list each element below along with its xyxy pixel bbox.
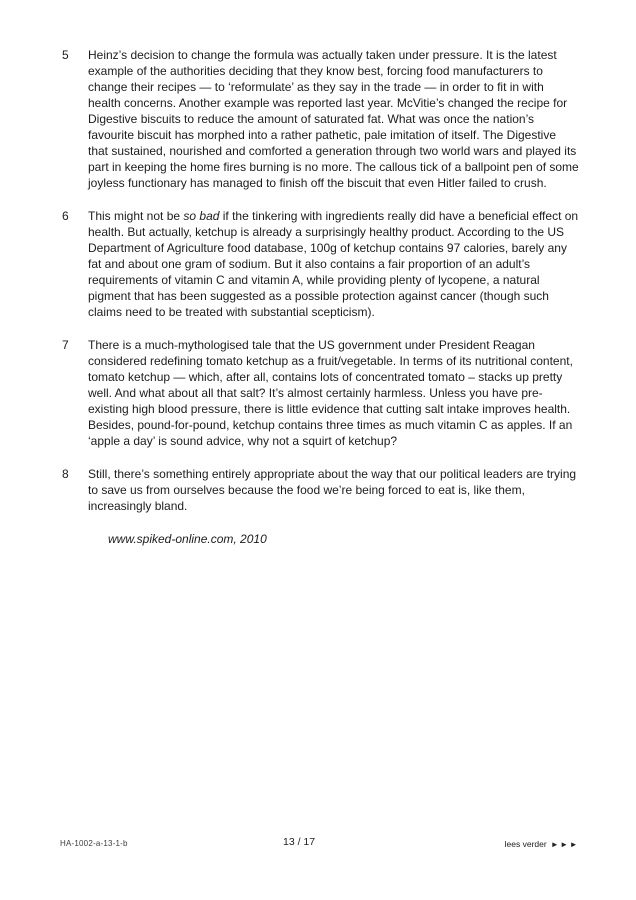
footer-doc-code: HA-1002-a-13-1-b <box>60 839 128 848</box>
paragraph-list <box>62 47 579 514</box>
paragraph-number: 5 <box>62 48 69 62</box>
footer-continue <box>505 839 579 849</box>
paragraph-number: 7 <box>62 338 69 352</box>
footer-page-indicator: 13 / 17 <box>283 836 316 848</box>
forward-arrows-icon: ►►► <box>550 840 579 849</box>
paragraph <box>62 47 579 191</box>
paragraph-number: 8 <box>62 467 69 481</box>
continue-label: lees verder <box>504 839 547 849</box>
paragraph <box>62 466 579 514</box>
paragraph <box>62 337 579 449</box>
paragraph-text: Still, there’s something entirely appropriate about the way that our political leaders are trying to save us from ourselves because the food we’re being forced to eat is, like them, increasingly bland. <box>88 467 577 513</box>
paragraph-text: This might not be so bad if the tinkering with ingredients really did have a beneficial effect on health. But actually, ketchup is already a surprisingly healthy product. According to the US Department of Agriculture food database, 100g of ketchup contains 97 calories, barely any fat and about one gram of sodium. But it also contains a fair proportion of an adult’s requirements of vitamin C and vitamin A, while providing plenty of lycopene, a natural pigment that has been suggested as a possible protection against cancer (though such claims need to be treated with substantial scepticism). <box>88 209 579 319</box>
text-body <box>62 47 579 547</box>
source-attribution: www.spiked-online.com, 2010 <box>108 532 267 546</box>
paragraph-number: 6 <box>62 209 69 223</box>
paragraph <box>62 208 579 320</box>
paragraph-text: There is a much-mythologised tale that the US government under President Reagan considered redefining tomato ketchup as a fruit/vegetable. In terms of its nutritional content, tomato ketchup — which, after all, contains lots of concentrated tomato – stacks up pretty well. And what about all that salt? It’s almost certainly harmless. Unless you have pre-existing high blood pressure, there is little evidence that cutting salt intake improves health. Besides, pound-for-pound, ketchup contains three times as much vitamin C as apples. If an ‘apple a day’ is sound advice, why not a squirt of ketchup? <box>88 338 573 448</box>
paragraph-text: Heinz’s decision to change the formula was actually taken under pressure. It is the latest example of the authorities deciding that they know best, forcing food manufacturers to change their recipes — to ‘reformulate’ as they say in the trade — in order to fit in with health concerns. Another example was reported last year. McVitie’s changed the recipe for Digestive biscuits to reduce the amount of saturated fat. What was once the nation’s favourite biscuit has morphed into a rather pathetic, pale imitation of itself. The Digestive that sustained, nourished and comforted a generation through two world wars and played its part in keeping the home fires burning is no more. The callous tick of a ballpoint pen of some joyless functionary has managed to finish off the biscuit that even Hitler failed to crush. <box>88 48 579 190</box>
